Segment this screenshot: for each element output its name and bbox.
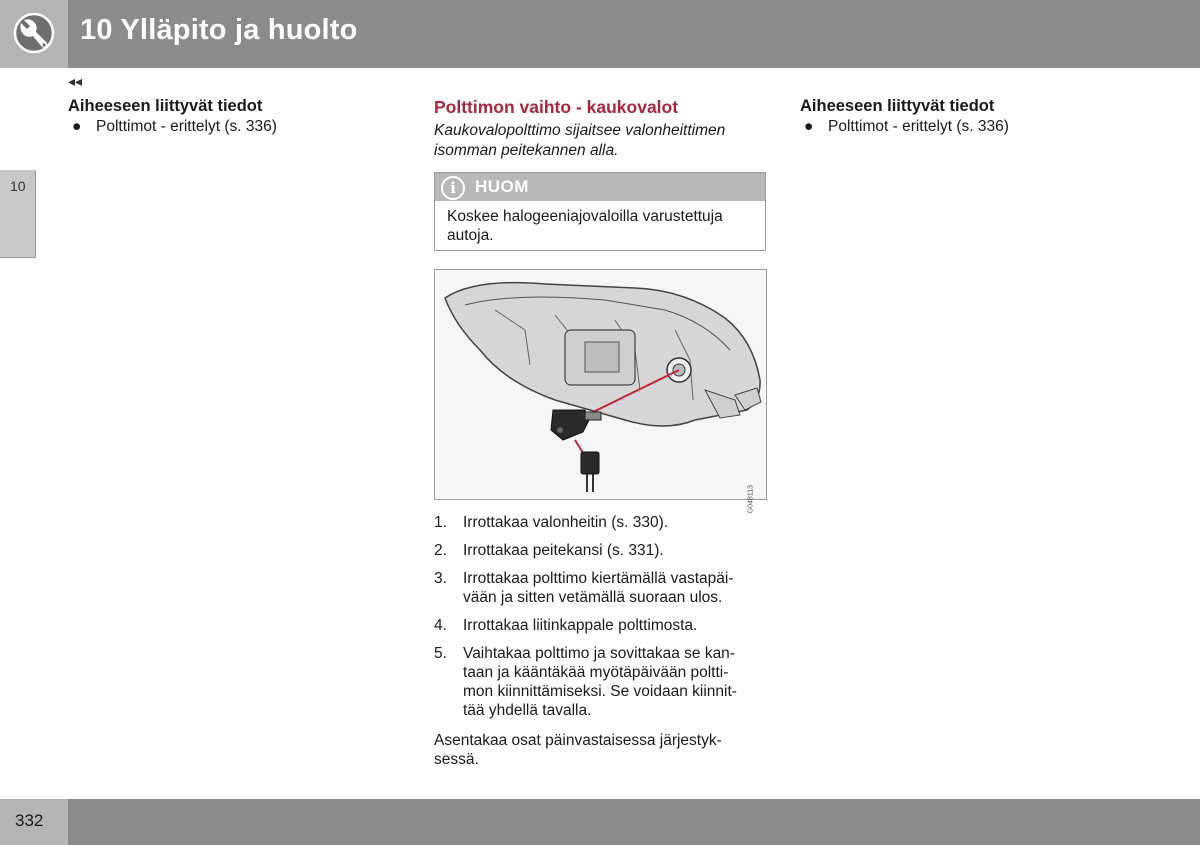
bullet-icon: ● [72,118,82,135]
headlight-figure [434,269,767,514]
intro-text: Kaukovalopolttimo sijaitsee valonheittimen isomman peitekannen alla. [434,122,726,159]
related-link[interactable] [68,117,378,137]
step-number: 2. [434,542,447,559]
header-icon-box [0,0,68,68]
step-text: Irrottakaa peitekansi (s. 331). [463,542,664,559]
related-link[interactable] [800,117,1130,137]
step-text: Irrottakaa polttimo kiertämällä vastapäi-vään ja sitten vetämällä suoraan ulos. [463,570,734,606]
step-text: Irrottakaa liitinkappale polttimosta. [463,617,698,634]
step-number: 4. [434,617,447,634]
step-number: 1. [434,514,447,531]
steps-list [434,513,756,729]
step-number: 5. [434,645,447,662]
page-number-box [0,799,68,845]
step-item [434,616,756,635]
page-number: 332 [15,811,44,830]
wrench-gear-icon [0,0,68,68]
related-link-text[interactable]: Polttimot - erittelyt (s. 336) [96,118,277,135]
page-header [0,0,1200,68]
note-label: HUOM [475,177,529,196]
step-item [434,513,756,532]
headlight-illustration [435,270,766,499]
back-arrows-icon[interactable]: ◂◂ [68,73,83,89]
step-item [434,569,756,607]
step-item [434,541,756,560]
right-column [800,96,1130,137]
step-text: Irrottakaa valonheitin (s. 330). [463,514,669,531]
bullet-icon: ● [804,118,814,135]
figure-code: G048113 [747,485,754,514]
chapter-tab[interactable] [0,170,36,258]
middle-column [434,96,766,161]
page-title: 10 Ylläpito ja huolto [80,14,358,46]
section-title: Polttimon vaihto - kaukovalot [434,97,679,117]
info-icon: i [441,176,465,200]
step-item [434,644,756,720]
closing-text: Asentakaa osat päinvastaisessa järjestyk-sessä. [434,732,722,768]
note-box [434,172,766,251]
related-info-heading: Aiheeseen liittyvät tiedot [68,97,263,115]
footer-bar [68,799,1200,845]
related-info-heading: Aiheeseen liittyvät tiedot [800,97,995,115]
left-column [68,96,378,137]
note-header [435,173,765,201]
step-number: 3. [434,570,447,587]
note-text: Koskee halogeeniajovaloilla varustettuja autoja. [447,208,723,244]
related-link-text[interactable]: Polttimot - erittelyt (s. 336) [828,118,1009,135]
chapter-tab-label: 10 [10,178,26,194]
step-text: Vaihtakaa polttimo ja sovittakaa se kan-taan ja kääntäkää myötäpäivään poltti-mon kiinnittämiseksi. Se voidaan kiinnit-tää yhdellä tavalla. [463,645,737,719]
